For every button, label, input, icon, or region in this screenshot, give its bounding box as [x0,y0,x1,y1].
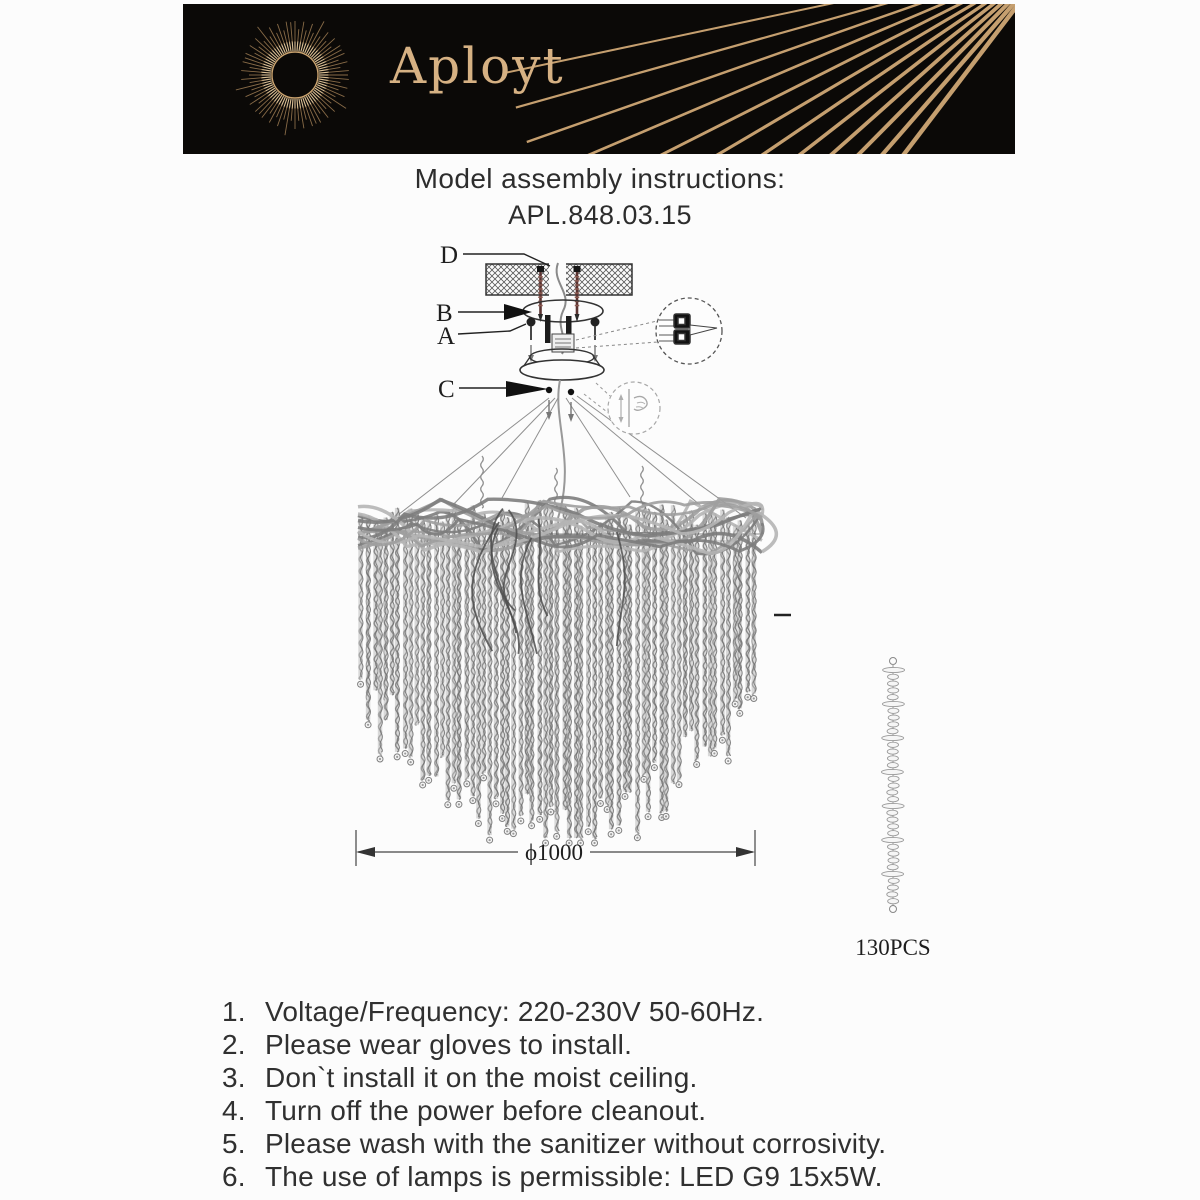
canopy-bolt [546,387,552,420]
arrow-c [506,381,548,397]
instruction-item [222,1095,1052,1128]
side-screw [591,318,600,363]
instruction-number: 3. [222,1062,246,1093]
instructions-list [222,996,1052,1194]
instruction-text: The use of lamps is permissible: LED G9 15x5W. [265,1161,883,1192]
label-c: C [438,376,455,403]
strand-count-label: 130PCS [855,935,931,960]
instruction-number: 2. [222,1029,246,1060]
instruction-item [222,1128,1052,1161]
instruction-text: Please wash with the sanitizer without corrosivity. [265,1128,887,1159]
canopy-bolt [568,389,574,422]
dim-arrow-right [736,847,755,857]
leader-line-a [458,324,526,334]
instruction-text: Turn off the power before cleanout. [265,1095,707,1126]
instruction-text: Don`t install it on the moist ceiling. [265,1062,698,1093]
instruction-item [222,1029,1052,1062]
dim-arrow-left [356,847,375,857]
instruction-text: Please wear gloves to install. [265,1029,633,1060]
label-b: B [436,300,453,327]
instruction-number: 1. [222,996,246,1027]
chandelier-body [358,456,777,846]
label-d: D [440,242,459,269]
instruction-text: Voltage/Frequency: 220-230V 50-60Hz. [265,996,765,1027]
page-title: Model assembly instructions: [414,163,786,194]
instruction-item [222,1062,1052,1095]
mounting-hardware [458,254,722,518]
instruction-item [222,1161,1052,1194]
detail-connector [576,298,722,364]
threaded-stud [545,315,551,343]
instruction-number: 6. [222,1161,246,1192]
sample-strand [881,658,904,913]
instruction-number: 4. [222,1095,246,1126]
label-a: A [437,323,456,350]
diameter-label: ϕ1000 [524,840,584,865]
detail-hand-adjust [584,382,660,434]
instruction-item [222,996,1052,1029]
model-number: APL.848.03.15 [508,200,692,230]
instruction-number: 5. [222,1128,246,1159]
brand-logo-text: Aployt [390,37,565,95]
